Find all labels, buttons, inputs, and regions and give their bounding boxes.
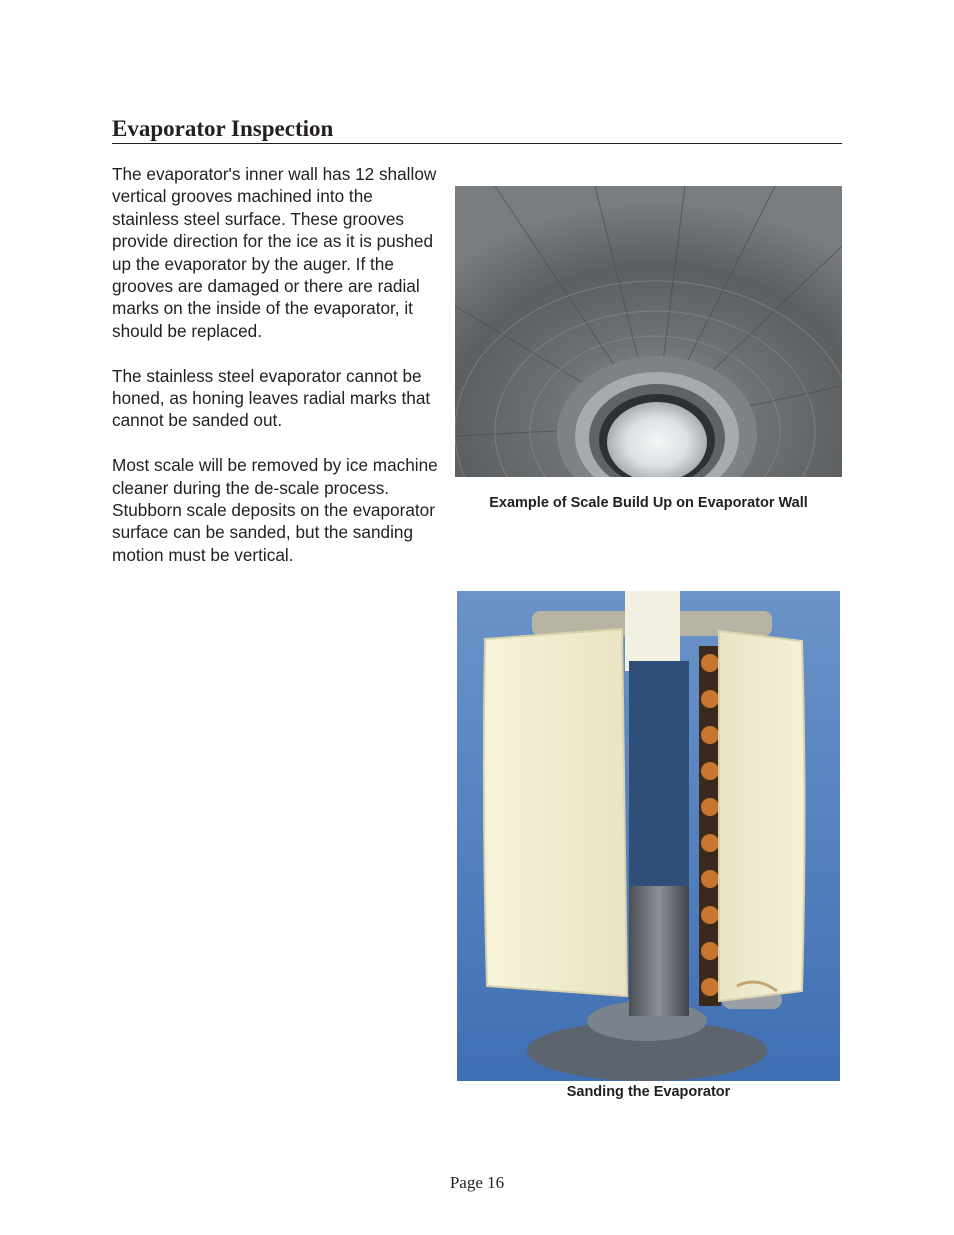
paragraph-grooves: The evaporator's inner wall has 12 shallow vertical grooves machined into the stainless steel surface. These grooves provide direction for the ice as it is pushed up the evaporator by the auger. If the grooves are damaged or there are radial marks on the inside of the evaporator, it should be replaced. [112,164,437,341]
paragraph-scale: Most scale will be removed by ice machine cleaner during the de-scale process. Stubborn scale deposits on the evaporator surface can be sanded, but the sanding motion must be vertical. [112,455,438,565]
page-number: Page 16 [449,1173,505,1192]
section-title: Evaporator Inspection [112,116,334,141]
figure-caption-sanding: Sanding the Evaporator [566,1084,731,1100]
figure-caption-scale: Example of Scale Build Up on Evaporator Wall [489,495,808,511]
sanding-evaporator-photo [457,591,840,1081]
body-text [112,163,442,589]
evaporator-wall-photo [455,186,842,477]
title-rule [112,143,842,144]
paragraph-honing: The stainless steel evaporator cannot be honed, as honing leaves radial marks that cannot be sanded out. [112,365,431,431]
